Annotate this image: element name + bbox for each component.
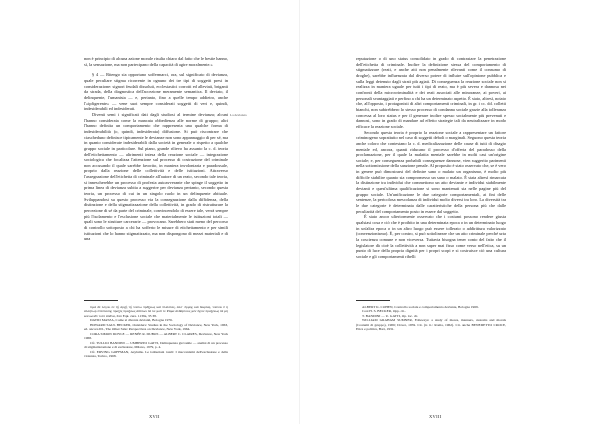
footnote: ALBERT K. COHEN, Controllo sociale e comportamento deviante, Bologna 1969. — [362, 305, 479, 309]
right-body-text — [356, 56, 506, 292]
marginal-note: La devianza — [230, 113, 247, 117]
page-number: XVII — [149, 414, 160, 419]
footnotes — [84, 305, 228, 411]
paragraph: È stato ancor ulteriormente osservato che i costumi possono rendere giusta qualsiasi cosa e ciò che è proibito in una determinata epoca o in un determinato luogo in un'altra epoca o in un altro luogo può essere tollerato o addirittura valorizzato (convenzionismo). È, per contro, si può sottolineare che un atto criminale perché urta la coscienza comune e non viceversa. Tuttavia bisogna tener conto del fatto che il legislatore dà cioè la collettività a non saper mai fisso come verso nell'etica, su un punto di luce della propria dignità per i propri scopi e si costruisce ciò una cultura sociale e gli comportamenti ribelli — [356, 214, 506, 259]
paragraph: Diventi semi i significati dati dagli studiosi al termine devianza; alcuni l'hanno considerata come la mancata obbedienza alle norme di gruppo; altri l'hanno definita un comportamento che rappresenta una qualche forma di indesiderabilità (o, quindi, indesiderata) diffusione. Si può riscontrare che ciascheduno definisce tipicamente le devianze non sono appannaggio di per sé, ma in quanto considerate indesiderabili dalla società in generale o rispetto a qualche gruppo sociale in particolare. Sul piano, grande rilievo ha assunto la c. d. teoria dell'etichettamento — altrimenti intesa della reazione sociale — integrazione sociologica che focalizza l'attenzione sul processo di costruzione del criminale non accusando il quale sarebbe favorito, in maniera involontaria e paradossale, proprio dalla reazione delle collettività e delle istituzioni. Attraverso l'assegnazione dell'etichetta di criminale all'autore di un reato, secondo tale teoria, si innescherebbe un processo di profezia autoavverante che spinge il soggetto in prima linea di devianza subita a suggerire per devianza pertanto, secondo questa teoria, un processo di cui in un singolo ruolo in un delinquente abituale. Sviluppandosi su questo processo via la consegnazione dalla diffidenza, della distinzione e della stigmatizzazione della collettività, in grado di ristrutturare la percezione di sé da parte del criminale, convincendolo di essere tale, verrà sempre più l'isolamento e l'esclusione sociale che materialmente le istituzioni totali — quali sono le strutture carcerarie — provocano. Sarebbero stati meno del percorso di controllo sottoposto a chi ha sofferto le misure di etichettamento e per simili istituzioni che lo hanno stigmatizzato, ma non dispongono di mezzi materiali e di una — [84, 111, 228, 242]
footnote: Così H. S. BECKER, Opp. cit.. — [362, 309, 406, 314]
right-page — [300, 0, 600, 424]
paragraph: § 4 — Ritengo sia opportuno soffermarci, ora, sul significato di devianza, quale peculiare stigma ricorrente in ognuno dei tre tipi di soggetti presi in considerazione: signori feudali dissoluti, ecclesiastici corrotti ed alleviati, briganti da strada, della diagnostica dell'accezione meramente semantica. Il deviato, il delinquente, l'umanista — e, pertanto, fino a quelle tempo addietro, anche l'«ipfigerente» — vene suoi sempre considerati soggetti di veri e, quindi, indesiderabili ed indesiderati. — [84, 72, 228, 112]
footnote: WILLIAM GRAHAM SUMNER, Folkways: a study of mores, manners, customs and morals (Costumi di gruppo), 1906; Dover, 1959. Cit. (tr. it.: Roma, 1962). Cit. anche BENEDETTO CROCE, Etica e politica, Bari, 1931. — [356, 318, 506, 332]
footnote: CORA SIMON DOYLE — RENÉE R. DUBOS — ALBERT C. CLAIRES, Deviance, New York 1968. — [84, 331, 228, 341]
paragraph: reputazione o di uno status consolidato in grado di contrastare la penetrazione dell'etichetta di criminale. Inoltre la definizione stessa del comportamento di stigmatizzare (reati, e anche atti non penalmente rilevanti come il consumo di droghe), sarebbe influenzata dal diverso potere di influire sull'opinione pubblica e sulla leggi detenuto dagli strati più agiati. Di conseguenza la reazione sociale non si realizza in maniera uguale per tutti i tipi di reato, ma è più severa e dannosa nei confronti della microcriminalità e dei reati associati alle minoranze, ai poveri, ai personali svantaggiati e perfino a chi ha un determinato aspetto. È stato, altresì, notato che, all'opposto, i protagonisti di altri comportamenti criminali, in gr. i cc. dd. colletti bianchi, non subirebbero lo stesso processo di condanna sociale grazie alla tolleranza concessa al loro status e per il generare inoltre spesso socialmente più prevenuti e dannosi, sono in grado di mandare ad effetto strategie tali da neutralizzare in modo efficace la reazione sociale. — [356, 56, 506, 129]
footnote-rule — [84, 300, 118, 301]
footnote: T. BANDINI — U. GATTI, Op. loc. cit. — [362, 313, 419, 318]
footnotes — [356, 305, 506, 357]
footnote: Cfr. ERVING GOFFMAN, Asylums. Le istituzioni totali: I meccanismi dell'esclusione e della violenza, Torino, 1968. — [84, 349, 228, 358]
footnote: HOWARD SAUL BECKER, Outsiders: Studies in the Sociology of Deviance, New York, 1963, ed. ancora ID., The Other Side: Perspectives on Deviance, New York, 1964. — [84, 322, 228, 332]
left-body-text — [84, 56, 228, 292]
page-number: XVIII — [429, 414, 442, 419]
footnote: τιμὰ δὲ λόγου ἐν τῇ ἀρχῇ τῇ τούτω πρᾶξεως καὶ πλείστας, ἀλλ᾽ ἔρμης καὶ δικρίας, τούτου ἕ ἡ ἀλλήτωρ ἐπίστασης πραξὶς πραξέως ἀδύτων δὲ τα μοῦ τε Ράμα ἀλθάρτους μὲν ἔχειν πραξέεως δὲ μὴ κοινωνεῖν τούτ ἀπᾶνα, Ζεύ Eqk. cura. 1139a, 35 38. — [84, 305, 228, 318]
footnote: Cfr. TULLIO BANDINI — UMBERTO GATTI, Delinquenza giovanile — analisi di un processo di stigmatizzazione e di esclusione, Milano, 1979, p. 4. — [84, 340, 228, 350]
paragraph: Secondo questa teoria è proprio la reazione sociale a rappresentare un fattore criminogeno soprattutto nel caso di soggetti deboli o marginali. Seguono questa teoria anche coloro che contestano la c. d. medicalizzazione delle cause di tutti di disagio mentale ed, ancora, quanti riducano il processo d'offerta del paradosso della proclamazione, per il quale la malattia mentale sarebbe in molti casi un'origine sociale; e, per conseguenza probabili conseguenze dannose, vien suggerito parimenti nella sottomissione della sanzione penale. Al proposito è stato osservato che, se è vero in genere può dimostrarsi del definire sano o malato un organismo, è molto più difficile stabilire quanto sia compromesso un sano o malato. È stata altresì rimarcata la distinzione tra individui che commettono un atto deviante e individui stabilmente devianti e quest'ultima qualificazione si sono mantenuti sia nelle pagine più del gruppo sociale. Un'unificazione le due categorie comportamentali, ai fini delle sentenze, la pericolosa mescolanza di individui molto diversi tra loro. La diversità tra le due categorie è determinata dalle caratteristiche della persona più che dalle peculiarità del comportamento posto in essere dal soggetto. — [356, 129, 506, 214]
footnote-rule — [356, 300, 390, 301]
paragraph: non è principio di alcuna azione morale risulta chiaro dal fatto che le bestie hanno, sì, la sensazione, ma non partecipano della capacità di agire moralmente.» — [84, 56, 228, 67]
footnote: DAVID MATZA, Come si diventa devianti, Bologna 1976. — [90, 318, 173, 323]
